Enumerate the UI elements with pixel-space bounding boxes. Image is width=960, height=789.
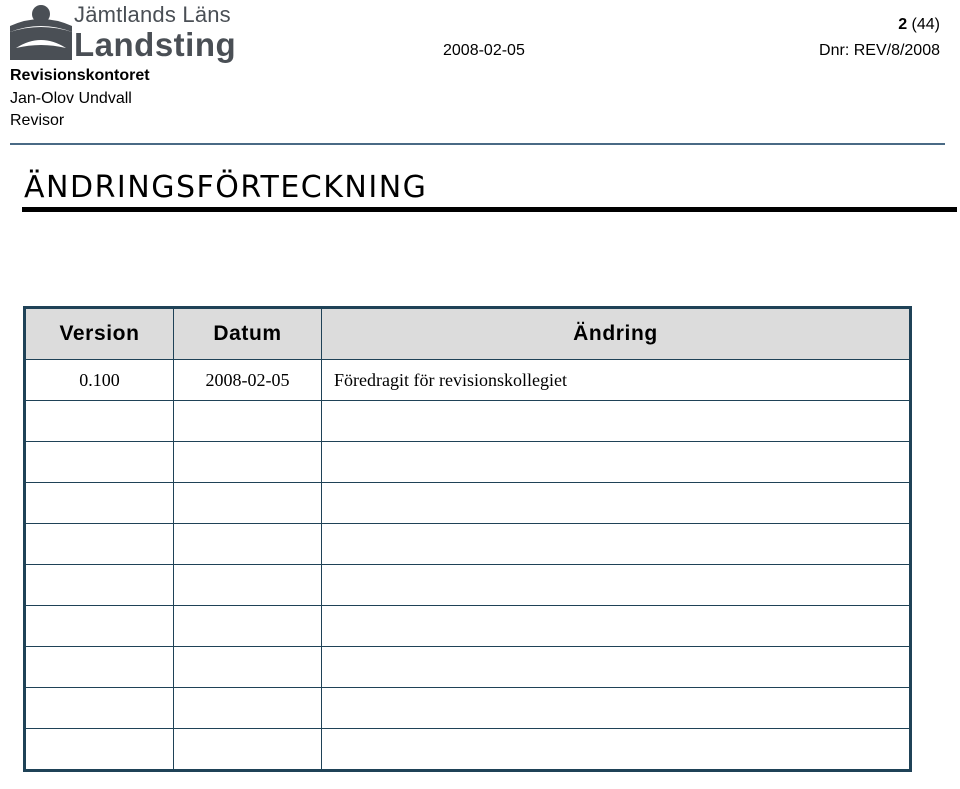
cell-date — [174, 524, 322, 565]
cell-date — [174, 729, 322, 771]
cell-change — [322, 483, 911, 524]
table-row — [25, 524, 911, 565]
landsting-logo — [10, 2, 237, 66]
cell-version — [25, 647, 174, 688]
logo-wordmark — [74, 2, 236, 62]
table-row — [25, 565, 911, 606]
table-row — [25, 360, 911, 401]
author-role: Revisor — [10, 112, 65, 129]
logo-line2: Landsting — [74, 26, 237, 63]
cell-date — [174, 688, 322, 729]
cell-version — [25, 442, 174, 483]
cell-date — [174, 565, 322, 606]
cell-change — [322, 524, 911, 565]
page-number: 2 — [898, 16, 908, 33]
column-header-change: Ändring — [322, 308, 911, 360]
cell-date — [174, 442, 322, 483]
cell-change: Föredragit för revisionskollegiet — [322, 360, 911, 401]
page-indicator — [898, 16, 940, 34]
landsting-emblem-icon — [10, 2, 72, 60]
cell-change — [322, 401, 911, 442]
cell-version — [25, 401, 174, 442]
header-date: 2008-02-05 — [443, 42, 525, 59]
change-log-table — [23, 306, 912, 772]
logo-line1: Jämtlands Läns — [74, 2, 231, 27]
page-total: (44) — [911, 16, 940, 33]
table-row — [25, 606, 911, 647]
header-sender — [10, 65, 150, 133]
cell-date — [174, 606, 322, 647]
document-number: Dnr: REV/8/2008 — [819, 42, 940, 59]
table-row — [25, 483, 911, 524]
table-row — [25, 401, 911, 442]
cell-date — [174, 483, 322, 524]
page-title: ÄNDRINGSFÖRTECKNING — [24, 170, 428, 205]
column-header-date: Datum — [174, 308, 322, 360]
cell-version — [25, 606, 174, 647]
table-row — [25, 729, 911, 771]
cell-change — [322, 606, 911, 647]
column-header-version: Version — [25, 308, 174, 360]
cell-change — [322, 565, 911, 606]
cell-date: 2008-02-05 — [174, 360, 322, 401]
cell-date — [174, 647, 322, 688]
table-row — [25, 647, 911, 688]
department: Revisionskontoret — [10, 67, 150, 84]
header-divider — [10, 143, 945, 145]
table-header-row — [25, 308, 911, 360]
cell-date — [174, 401, 322, 442]
cell-version — [25, 483, 174, 524]
cell-version — [25, 729, 174, 771]
cell-change — [322, 688, 911, 729]
cell-change — [322, 442, 911, 483]
table-row — [25, 442, 911, 483]
cell-change — [322, 729, 911, 771]
author-name: Jan-Olov Undvall — [10, 89, 132, 107]
cell-version — [25, 688, 174, 729]
title-underline — [22, 207, 957, 212]
cell-version — [25, 565, 174, 606]
cell-version: 0.100 — [25, 360, 174, 401]
cell-change — [322, 647, 911, 688]
cell-version — [25, 524, 174, 565]
table-row — [25, 688, 911, 729]
